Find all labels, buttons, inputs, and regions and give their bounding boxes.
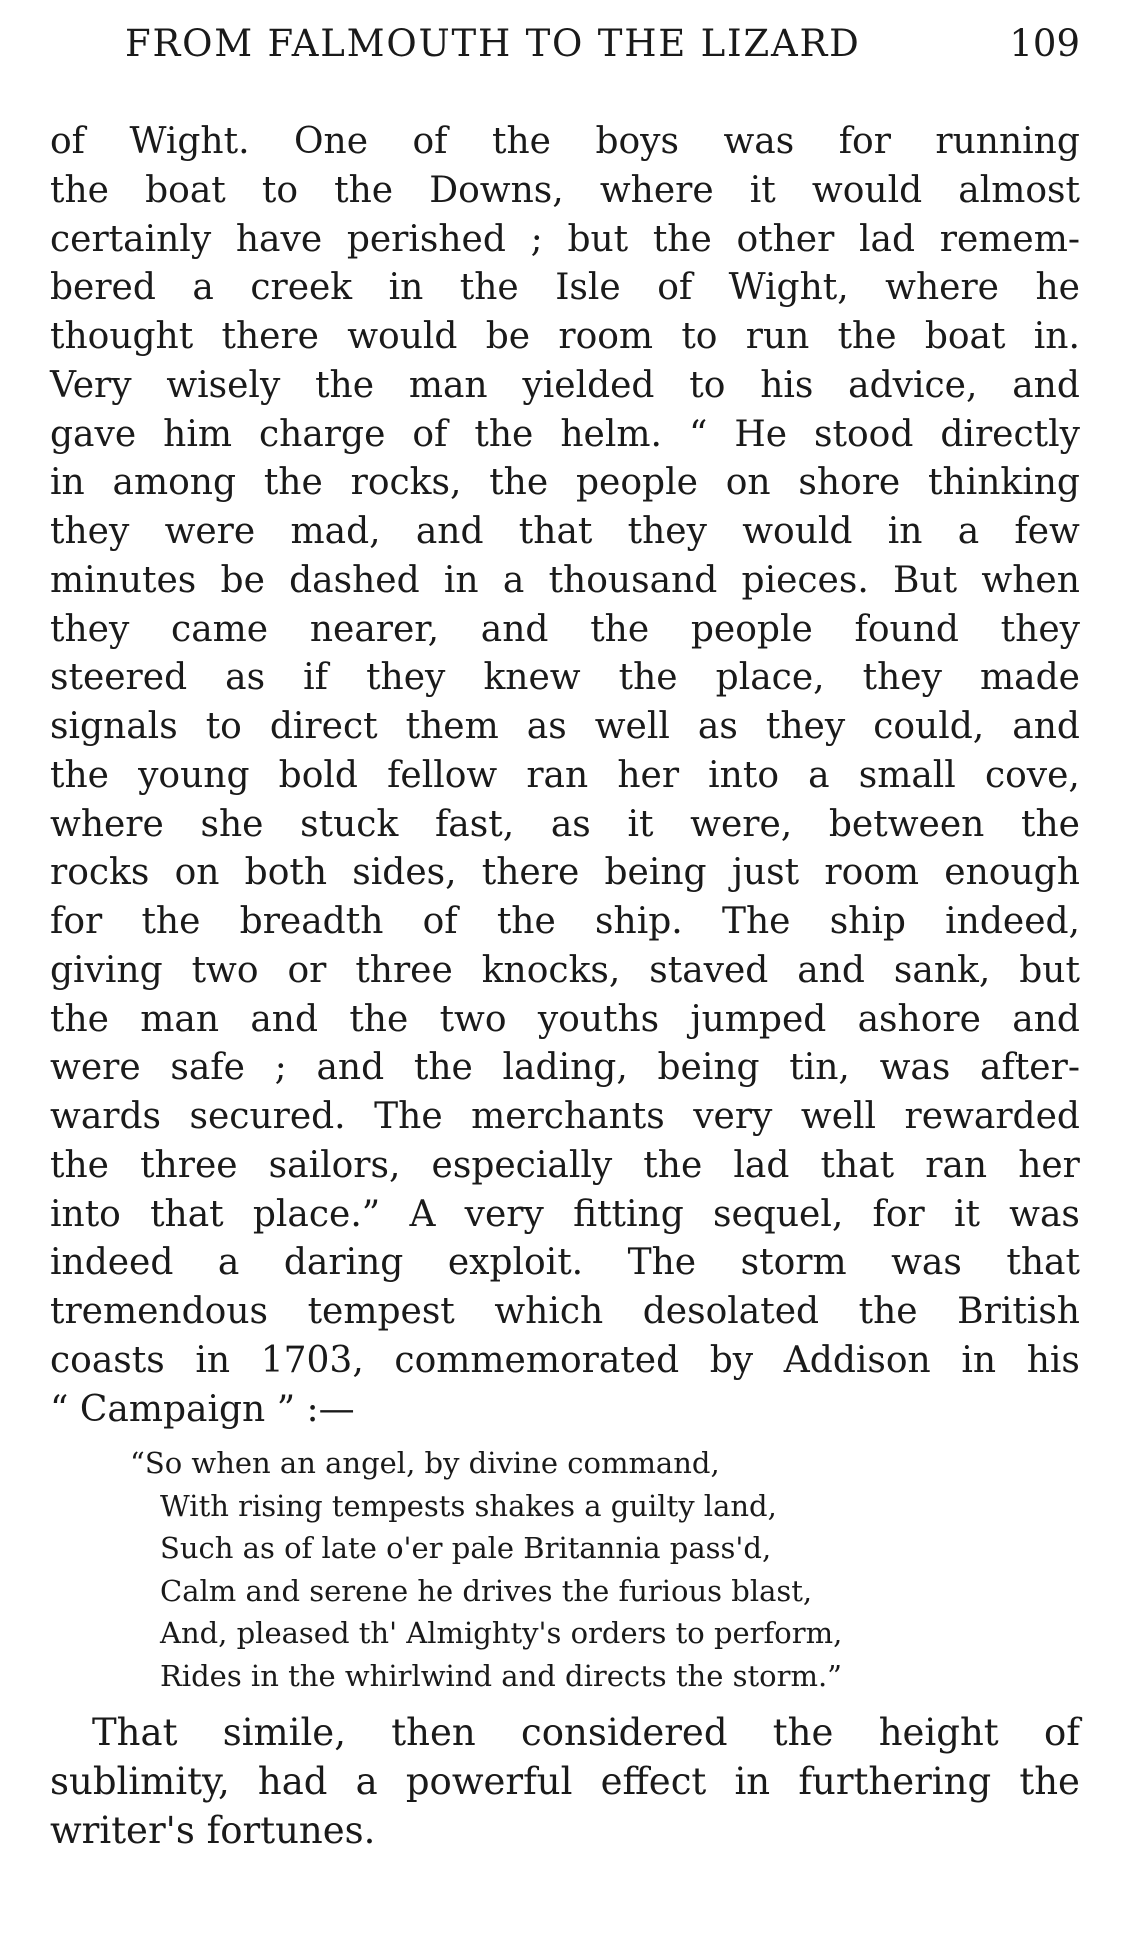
verse-line: With rising tempests shakes a guilty land,: [160, 1488, 777, 1523]
verse-quotation: [130, 1442, 1060, 1697]
body-text-line: signals to direct them as well as they could, and: [50, 706, 1080, 747]
verse-line: Rides in the whirlwind and directs the storm.”: [160, 1658, 843, 1693]
body-text-line: giving two or three knocks, staved and sank, but: [50, 949, 1080, 991]
body-text-line: the three sailors, especially the lad that ran her: [50, 1144, 1080, 1186]
body-text-line: where she stuck fast, as it were, between the: [50, 803, 1080, 845]
body-text-line: thought there would be room to run the boat in.: [50, 316, 1080, 357]
closing-paragraph: [50, 1708, 1080, 1855]
body-text-line: gave him charge of the helm. “ He stood directly: [50, 413, 1080, 455]
body-text-line: coasts in 1703, commemorated by Addison in his: [50, 1339, 1080, 1381]
body-text-line: for the breadth of the ship. The ship indeed,: [50, 901, 1080, 942]
body-text-line: they were mad, and that they would in a few: [50, 511, 1080, 552]
verse-line: Such as of late o'er pale Britannia pass'd,: [160, 1531, 772, 1565]
verse-line: “So when an angel, by divine command,: [130, 1446, 720, 1480]
body-text-line: tremendous tempest which desolated the British: [50, 1291, 1080, 1332]
page-number: 109: [1009, 22, 1080, 65]
book-page: [50, 0, 1080, 1956]
body-text-line: certainly have perished ; but the other lad remem-: [50, 218, 1080, 260]
body-text-line: the young bold fellow ran her into a small cove,: [50, 754, 1080, 796]
body-text-line: steered as if they knew the place, they made: [50, 657, 1080, 699]
body-text-line: the man and the two youths jumped ashore and: [50, 998, 1080, 1040]
body-text-line: they came nearer, and the people found they: [50, 608, 1080, 650]
closing-text-line: That simile, then considered the height of: [92, 1711, 1080, 1754]
body-text: [50, 118, 1080, 1434]
body-text-line: Very wisely the man yielded to his advice, and: [50, 364, 1080, 406]
body-text-line: rocks on both sides, there being just room enough: [50, 852, 1080, 894]
body-text-line: in among the rocks, the people on shore thinking: [50, 462, 1080, 504]
body-text-line: indeed a daring exploit. The storm was that: [50, 1242, 1080, 1284]
body-text-line: into that place.” A very fitting sequel, for it was: [50, 1193, 1080, 1235]
running-title: FROM FALMOUTH TO THE LIZARD: [125, 22, 861, 65]
body-text-line: wards secured. The merchants very well rewarded: [50, 1096, 1080, 1137]
running-head: [50, 22, 1080, 78]
closing-text-line: writer's fortunes.: [50, 1809, 376, 1852]
verse-line: And, pleased th' Almighty's orders to perform,: [160, 1616, 843, 1650]
body-text-line: of Wight. One of the boys was for running: [50, 121, 1080, 162]
body-text-line: the boat to the Downs, where it would almost: [50, 169, 1080, 211]
body-text-line: were safe ; and the lading, being tin, was after-: [50, 1047, 1080, 1089]
body-text-line: “ Campaign ” :—: [50, 1388, 355, 1430]
body-text-line: minutes be dashed in a thousand pieces. But when: [50, 559, 1080, 601]
verse-line: Calm and serene he drives the furious blast,: [160, 1573, 813, 1608]
closing-text-line: sublimity, had a powerful effect in furthering the: [50, 1760, 1080, 1803]
body-text-line: bered a creek in the Isle of Wight, where he: [50, 267, 1080, 309]
